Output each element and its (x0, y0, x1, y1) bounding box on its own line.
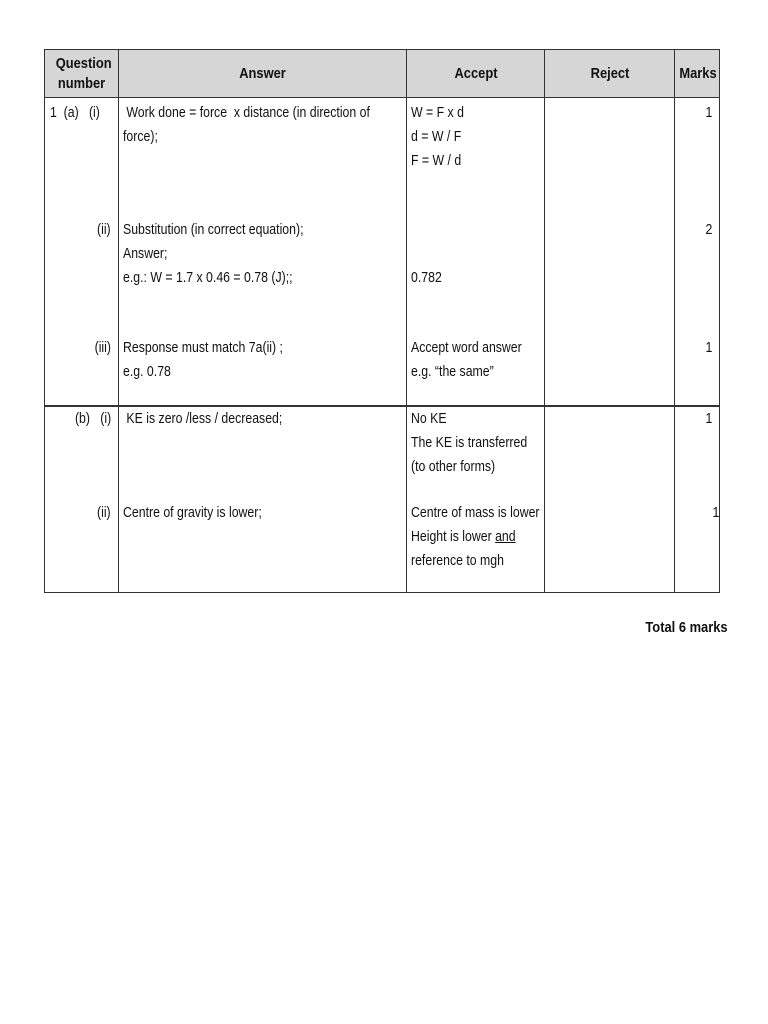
table-header (45, 50, 719, 98)
answer-1a-ii-line2: Answer; (123, 245, 168, 262)
answer-1a-ii-line1: Substitution (in correct equation); (123, 221, 304, 238)
mark-scheme-table (44, 49, 720, 593)
total-marks: Total 6 marks (645, 619, 728, 636)
question-number-1b-ii: (ii) (97, 504, 111, 521)
accept-1a-iii-line1: Accept word answer (411, 339, 522, 356)
marks-1a-iii: 1 (705, 339, 712, 356)
answer-1a-i-line1: Work done = force x distance (in direction of (123, 104, 370, 121)
marks-1b-i: 1 (705, 410, 712, 427)
column-divider (674, 50, 675, 592)
header-accept: Accept (454, 65, 498, 82)
column-divider (544, 50, 545, 592)
column-divider (118, 50, 119, 592)
header-answer: Answer (239, 65, 286, 82)
question-number-1a-iii: (iii) (94, 339, 111, 356)
accept-1b-ii-line1: Centre of mass is lower (411, 504, 540, 521)
question-number-1a-i: 1 (a) (i) (50, 104, 100, 121)
marks-1a-ii: 2 (705, 221, 712, 238)
accept-1b-ii-line2: Height is lower and (411, 528, 516, 545)
accept-1a-i-line1: W = F x d (411, 104, 464, 121)
accept-1a-i-line2: d = W / F (411, 128, 462, 145)
accept-1a-i-line3: F = W / d (411, 152, 462, 169)
answer-1a-iii-line1: Response must match 7a(ii) ; (123, 339, 283, 356)
answer-1b-ii: Centre of gravity is lower; (123, 504, 262, 521)
accept-1b-ii-line3: reference to mgh (411, 552, 504, 569)
marks-1a-i: 1 (705, 104, 712, 121)
answer-1a-i-line2: force); (123, 128, 158, 145)
marks-1b-ii: 1 (712, 504, 719, 521)
answer-1a-ii-line3: e.g.: W = 1.7 x 0.46 = 0.78 (J);; (123, 269, 293, 286)
header-marks: Marks (679, 65, 717, 82)
accept-1a-ii: 0.782 (411, 269, 442, 286)
header-question-number: Question number (55, 55, 112, 92)
accept-1b-i-line3: (to other forms) (411, 458, 496, 475)
header-reject: Reject (590, 65, 630, 82)
accept-1b-i-line2: The KE is transferred (411, 434, 528, 451)
accept-1b-i-line1: No KE (411, 410, 447, 427)
accept-1a-iii-line2: e.g. “the same” (411, 363, 494, 380)
answer-1a-iii-line2: e.g. 0.78 (123, 363, 171, 380)
question-number-1a-ii: (ii) (97, 221, 111, 238)
column-divider (406, 50, 407, 592)
answer-1b-i: KE is zero /less / decreased; (123, 410, 283, 427)
question-number-1b-i: (b) (i) (74, 410, 111, 427)
